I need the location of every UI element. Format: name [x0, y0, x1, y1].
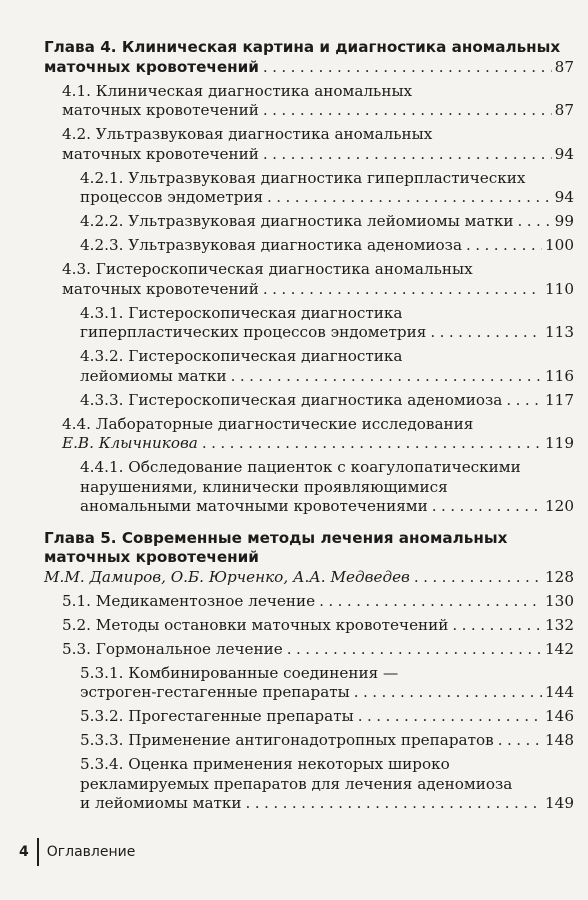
toc-page-number: 87 [554, 57, 574, 76]
toc-entry-4-3-1[interactable] [44, 304, 574, 343]
toc-chapter-5-authors: М.М. Дамиров, О.Б. Юрченко, А.А. Медведев [44, 567, 410, 586]
dot-leader [263, 101, 552, 121]
toc-entry-4-1[interactable] [44, 82, 574, 121]
toc-entry-text: 5.3.2. Прогестагенные препараты [80, 707, 354, 725]
toc-chapter-4[interactable] [44, 38, 574, 77]
dot-leader [452, 616, 542, 636]
toc-entry-text: 4.3.2. Гистероскопическая диагностика [80, 347, 403, 365]
dot-leader [358, 707, 542, 727]
toc-entry-5-3[interactable] [44, 640, 574, 660]
dot-leader [466, 236, 542, 256]
dot-leader [231, 367, 542, 387]
toc-entry-4-2-3[interactable] [44, 236, 574, 256]
toc-chapter-5-title-line-2: маточных кровотечений [44, 548, 259, 566]
toc-entry-text: 5.3.1. Комбинированные соединения — [80, 663, 399, 682]
toc-chapter-4-title-line-2: маточных кровотечений [44, 57, 259, 76]
toc-entry-4-3[interactable] [44, 260, 574, 299]
toc-page-number: 144 [545, 683, 574, 701]
toc-page-number: 100 [545, 236, 574, 254]
dot-leader [354, 683, 542, 703]
toc-entry-text: гиперпластических процессов эндометрия [80, 323, 427, 341]
toc-entry-text: 4.3.3. Гистероскопическая диагностика аденомиоза [80, 390, 503, 409]
toc-page-number: 132 [545, 615, 574, 634]
toc-entry-text: 4.2.2. Ультразвуковая диагностика лейомиомы матки [80, 212, 514, 230]
toc-chapter-5-title-line-1: Глава 5. Современные методы лечения аномальных [44, 528, 508, 547]
toc-entry-text: 4.4. Лабораторные диагностические исследования [62, 414, 474, 433]
toc-entry-text: и лейомиомы матки [80, 794, 242, 812]
dot-leader [267, 188, 552, 208]
footer-divider [37, 838, 39, 866]
dot-leader [518, 212, 552, 232]
toc-page-number: 110 [545, 279, 574, 298]
toc-entry-4-4-1[interactable] [44, 458, 574, 517]
dot-leader [287, 640, 542, 660]
toc-entry-5-2[interactable] [44, 616, 574, 636]
toc-entry-text: 4.4.1. Обследование пациенток с коагулопатическими [80, 458, 521, 476]
toc-entry-text: 4.2.3. Ультразвуковая диагностика аденомиоза [80, 236, 463, 254]
toc-entry-5-3-1[interactable] [44, 664, 574, 703]
toc-page-number: 130 [545, 591, 574, 610]
toc-page-number: 119 [545, 434, 574, 452]
toc-entry-text: нарушениями, клинически проявляющимися [80, 477, 448, 496]
toc-entry-text: 5.3.4. Оценка применения некоторых широко [80, 755, 450, 773]
toc-entry-text: 5.1. Медикаментозное лечение [62, 591, 316, 610]
toc-entry-4-3-3[interactable] [44, 391, 574, 411]
table-of-contents [44, 38, 574, 814]
toc-entry-text: процессов эндометрия [80, 188, 264, 206]
dot-leader [202, 434, 542, 454]
toc-entry-text: маточных кровотечений [62, 279, 259, 298]
toc-page-number: 113 [545, 323, 574, 341]
toc-page-number: 94 [554, 188, 574, 206]
dot-leader [498, 731, 542, 751]
toc-entry-text: 5.3.3. Применение антигонадотропных препаратов [80, 731, 494, 749]
toc-page-number: 99 [554, 212, 574, 230]
toc-entry-text: 4.2.1. Ультразвуковая диагностика гиперпластических [80, 168, 526, 187]
toc-entry-author: Е.В. Клычникова [62, 434, 198, 452]
toc-entry-text: аномальными маточными кровотечениями [80, 497, 428, 515]
toc-page-number: 128 [545, 567, 574, 586]
dot-leader [263, 280, 542, 300]
dot-leader [319, 592, 542, 612]
toc-entry-text: рекламируемых препаратов для лечения аденомиоза [80, 774, 513, 793]
toc-entry-4-2-2[interactable] [44, 212, 574, 232]
toc-page-number: 149 [545, 794, 574, 812]
toc-page-number: 94 [554, 144, 574, 163]
toc-entry-text: 4.3.1. Гистероскопическая диагностика [80, 303, 403, 322]
toc-page-number: 87 [554, 101, 574, 119]
toc-entry-text: эстроген-гестагенные препараты [80, 683, 350, 701]
toc-page-number: 117 [545, 390, 574, 409]
toc-page-number: 120 [545, 497, 574, 515]
dot-leader [263, 145, 552, 165]
toc-entry-text: 4.1. Клиническая диагностика аномальных [62, 81, 413, 100]
dot-leader [246, 794, 542, 814]
dot-leader [506, 391, 542, 411]
toc-entry-5-3-2[interactable] [44, 707, 574, 727]
toc-entry-5-3-3[interactable] [44, 731, 574, 751]
toc-entry-4-4[interactable] [44, 415, 574, 454]
dot-leader [414, 568, 542, 588]
toc-entry-text: маточных кровотечений [62, 101, 259, 119]
toc-entry-4-3-2[interactable] [44, 347, 574, 386]
toc-entry-4-2[interactable] [44, 125, 574, 164]
toc-page-number: 142 [545, 639, 574, 658]
toc-entry-4-2-1[interactable] [44, 169, 574, 208]
footer-page-number: 4 [19, 844, 29, 860]
toc-entry-5-1[interactable] [44, 592, 574, 612]
toc-entry-5-3-4[interactable] [44, 755, 574, 814]
dot-leader [430, 323, 542, 343]
toc-entry-text: 5.2. Методы остановки маточных кровотечений [62, 615, 449, 634]
toc-entry-text: лейомиомы матки [80, 366, 227, 385]
footer-section-title: Оглавление [46, 844, 136, 860]
toc-page-number: 116 [545, 366, 574, 385]
dot-leader [432, 497, 542, 517]
toc-entry-text: маточных кровотечений [62, 144, 259, 163]
page-footer [19, 838, 135, 866]
dot-leader [263, 58, 552, 78]
toc-chapter-4-title-line-1: Глава 4. Клиническая картина и диагностика аномальных [44, 38, 561, 56]
toc-chapter-5[interactable] [44, 529, 574, 588]
toc-page-number: 146 [545, 707, 574, 725]
toc-entry-text: 4.3. Гистероскопическая диагностика аномальных [62, 260, 473, 278]
toc-entry-text: 4.2. Ультразвуковая диагностика аномальных [62, 125, 433, 143]
toc-entry-text: 5.3. Гормональное лечение [62, 639, 283, 658]
toc-page-number: 148 [545, 731, 574, 749]
